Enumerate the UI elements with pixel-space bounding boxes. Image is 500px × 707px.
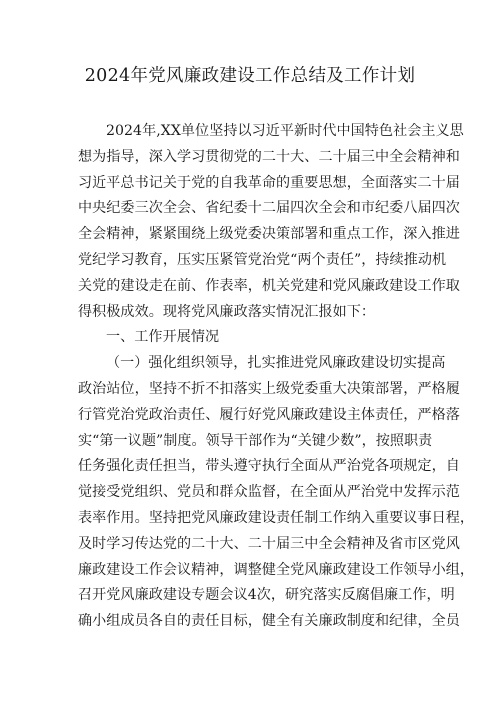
paragraph-line: 想为指导，深入学习贯彻党的二十大、二十届三中全会精神和 (78, 148, 460, 165)
paragraph-line: 全会精神，紧紧围绕上级党委决策部署和重点工作，深入推进 (78, 226, 460, 243)
paragraph-line: 表率作用。坚持把党风廉政建设责任制工作纳入重要议事日程， (78, 509, 475, 526)
paragraph-line: 召开党风廉政建设专题会议4次，研究落实反腐倡廉工作，明 (78, 587, 455, 604)
paragraph-line: 及时学习传达党的二十大、二十届三中全会精神及省市区党风 (78, 535, 460, 552)
paragraph-line: 习近平总书记关于党的自我革命的重要思想，全面落实二十届 (78, 174, 460, 191)
paragraph-line: 实“第一议题”制度。领导干部作为“关键少数”，按照职责 (78, 432, 433, 449)
paragraph-line: 行管党治党政治责任、履行好党风廉政建设主体责任，严格落 (78, 406, 460, 423)
paragraph-line: 确小组成员各自的责任目标，健全有关廉政制度和纪律，全员 (78, 613, 460, 630)
paragraph-line: 2024年,XX单位坚持以习近平新时代中国特色社会主义思 (106, 123, 464, 139)
document-title: 2024年党风廉政建设工作总结及工作计划 (84, 66, 416, 86)
paragraph-line: 廉政建设工作会议精神，调整健全党风廉政建设工作领导小组， (78, 561, 475, 578)
paragraph-line: 中央纪委三次全会、省纪委十二届四次全会和市纪委八届四次 (78, 200, 460, 217)
paragraph-line: 得积极成效。现将党风廉政落实情况汇报如下： (78, 303, 376, 320)
paragraph-line: 关党的建设走在前、作表率，机关党建和党风廉政建设工作取 (78, 277, 460, 294)
section-heading: 一、工作开展情况 (106, 329, 220, 346)
document-body (78, 119, 475, 635)
paragraph-line: 党纪学习教育，压实压紧管党治党“两个责任”，持续推动机 (78, 251, 447, 268)
paragraph-line: 政治站位，坚持不折不扣落实上级党委重大决策部署，严格履 (78, 380, 460, 397)
paragraph-line: 觉接受党组织、党员和群众监督，在全面从严治党中发挥示范 (78, 484, 460, 501)
paragraph-line: 任务强化责任担当，带头遵守执行全面从严治党各项规定，自 (78, 458, 460, 475)
paragraph-line: （一）强化组织领导，扎实推进党风廉政建设切实提高 (106, 355, 446, 372)
